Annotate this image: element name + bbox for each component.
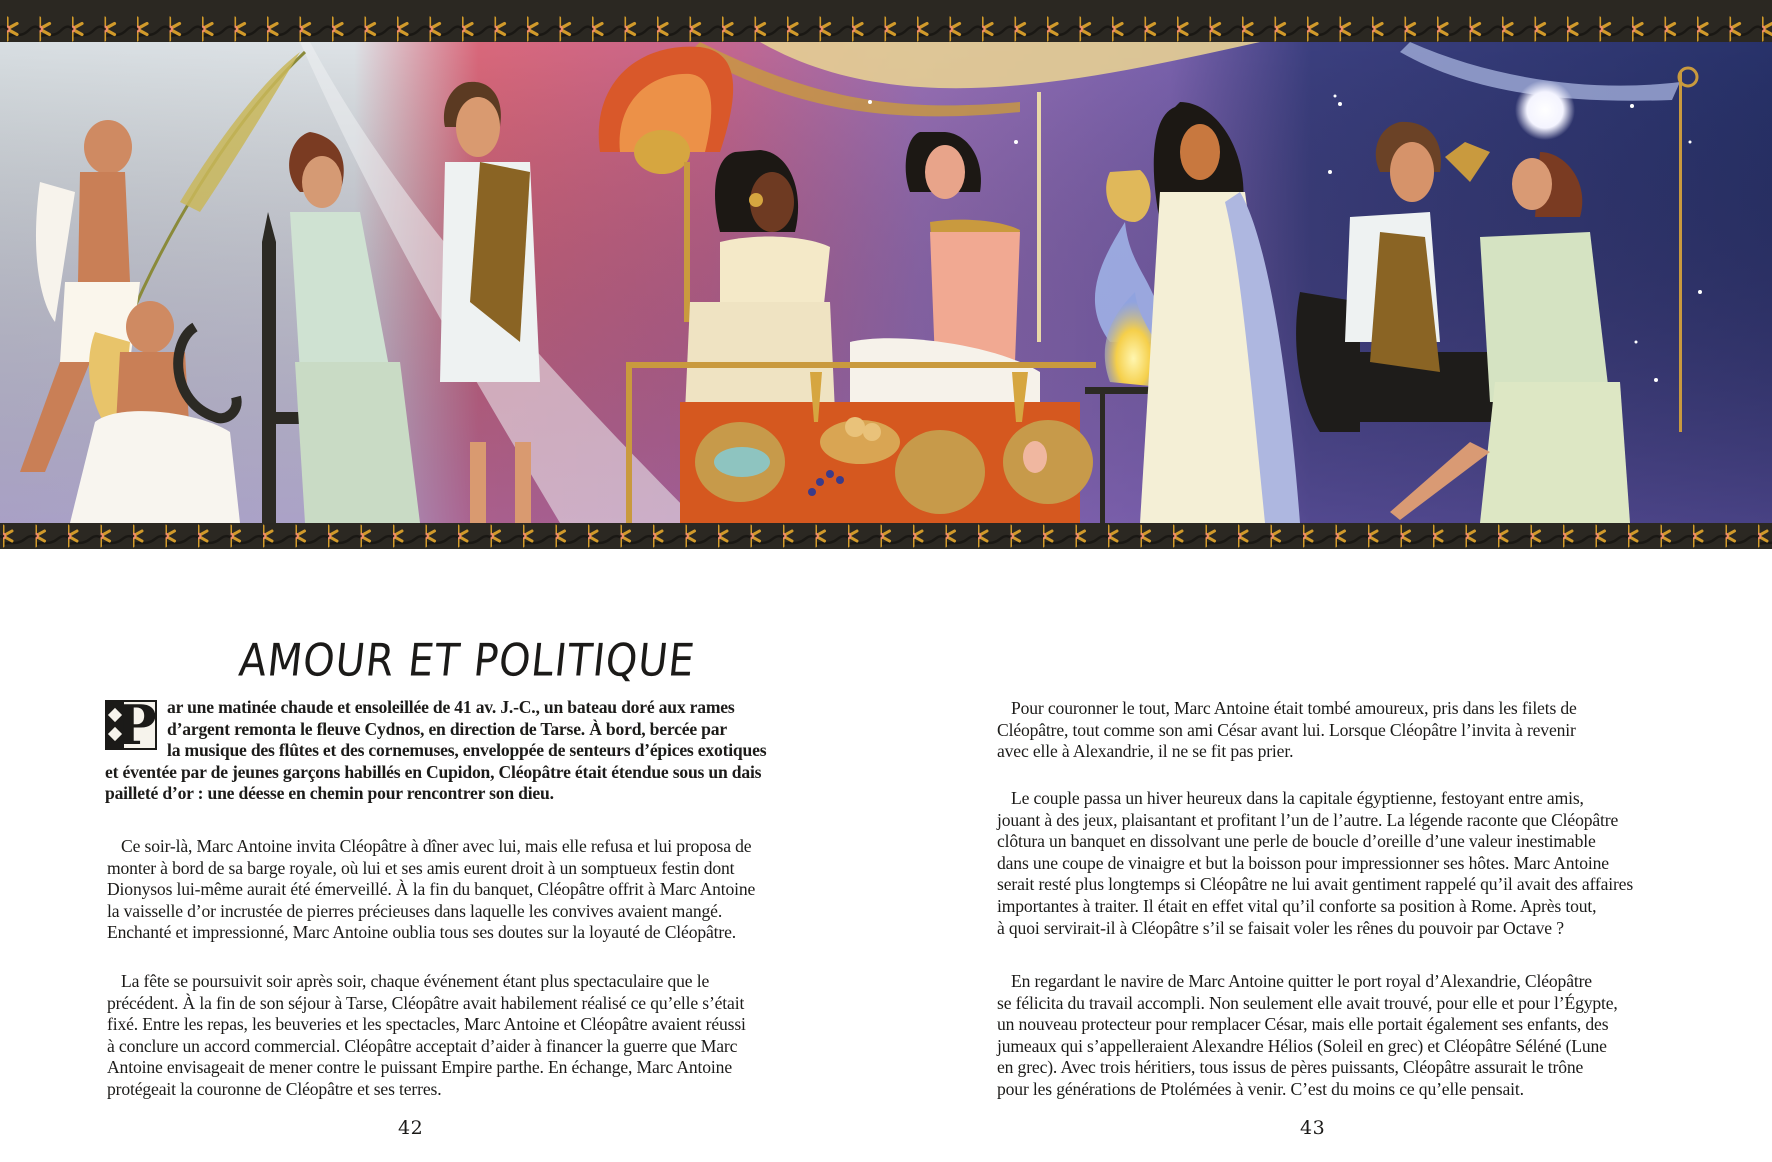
text-line: jumeaux qui s’appelleraient Alexandre Hélios (Soleil en grec) et Cléopâtre Séléné (Lune (997, 1035, 1607, 1056)
illustration-banner (0, 0, 1772, 549)
drop-cap-letter: P (116, 693, 157, 757)
text-line: à quoi servirait-il à Cléopâtre s’il se faisait voler les rênes du pouvoir par Octave ? (997, 917, 1564, 938)
text-line: En regardant le navire de Marc Antoine quitter le port royal d’Alexandrie, Cléopâtre (1011, 971, 1592, 991)
right-page (886, 549, 1772, 1162)
text-line: Enchanté et impressionné, Marc Antoine oublia tous ses doutes sur la loyauté de Cléopâtre. (107, 922, 736, 943)
text-line: serait resté plus longtemps si Cléopâtre ne lui avait gentiment rappelé qu’il avait des affaires (997, 874, 1634, 895)
chapter-title: AMOUR ET POLITIQUE (236, 635, 698, 687)
text-line: ar une matinée chaude et ensoleillée de 41 av. J.-C., un bateau doré aux rames (167, 697, 735, 717)
star-border-bottom (0, 523, 1772, 549)
text-line: monter à bord de sa barge royale, où lui et ses amis eurent droit à un somptueux festin dont (107, 857, 735, 878)
paragraph-3 (107, 971, 746, 1101)
text-line: dans une coupe de vinaigre et but la boisson pour impressionner ses hôtes. Marc Antoine (997, 852, 1609, 873)
text-line: un nouveau protecteur pour remplacer César, mais elle portait également ses enfants, des (997, 1014, 1609, 1035)
text-line: Dionysos lui-même aurait été émerveillé. À la fin du banquet, Cléopâtre offrit à Marc Antoine (107, 879, 756, 900)
text-line: avec elle à Alexandrie, il ne se fit pas prier. (997, 741, 1294, 762)
banquet-illustration (0, 42, 1772, 523)
text-line: clôtura un banquet en dissolvant une perle de boucle d’oreille d’une valeur inestimable (997, 831, 1596, 852)
text-line: la musique des flûtes et des cornemuses, enveloppée de senteurs d’épices exotiques (167, 740, 767, 761)
text-line: fixé. Entre les repas, les beuveries et les spectacles, Marc Antoine et Cléopâtre avaient réussi (107, 1014, 746, 1035)
paragraph-3 (997, 971, 1618, 1101)
paragraph-2 (997, 788, 1633, 939)
page-number-right: 43 (1300, 1117, 1326, 1139)
intro-paragraph (105, 693, 767, 805)
text-line: La fête se poursuivit soir après soir, chaque événement étant plus spectaculaire que le (121, 971, 710, 991)
paragraph-2 (107, 836, 755, 944)
left-page (0, 549, 886, 1162)
text-line: Cléopâtre, tout comme son ami César avant lui. Lorsque Cléopâtre l’invita à revenir (997, 719, 1576, 740)
text-line: Ce soir-là, Marc Antoine invita Cléopâtre à dîner avec lui, mais elle refusa et lui proposa de (121, 836, 752, 856)
text-line: Pour couronner le tout, Marc Antoine était tombé amoureux, pris dans les filets de (1011, 698, 1577, 718)
text-line: précédent. À la fin de son séjour à Tarse, Cléopâtre avait habilement réalisé ce qu’elle s’était (107, 992, 745, 1013)
text-line: Antoine envisageait de mener contre le puissant Empire parthe. En échange, Marc Antoine (107, 1057, 732, 1078)
text-line: importantes à traiter. Il était en effet vital qu’il conforte sa position à Rome. Après tout, (997, 895, 1597, 916)
text-line: se félicita du travail accompli. Non seulement elle avait trouvé, pour elle et pour l’Égypte, (997, 992, 1618, 1013)
paragraph-1 (997, 698, 1577, 763)
text-line: protégeait la couronne de Cléopâtre et ses terres. (107, 1078, 442, 1099)
text-line: pour les générations de Ptolémées à venir. C’est du moins ce qu’elle pensait. (997, 1078, 1524, 1099)
text-line: pailleté d’or : une déesse en chemin pour rencontrer son dieu. (105, 783, 554, 804)
page-number-left: 42 (398, 1117, 424, 1139)
text-line: Le couple passa un hiver heureux dans la capitale égyptienne, festoyant entre amis, (1011, 788, 1584, 808)
text-line: et éventée par de jeunes garçons habillés en Cupidon, Cléopâtre était étendue sous un dais (105, 761, 762, 782)
text-line: d’argent remonta le fleuve Cydnos, en direction de Tarse. À bord, bercée par (167, 718, 727, 739)
star-border-top (0, 0, 1772, 42)
text-line: jouant à des jeux, plaisantant et profitant l’un de l’autre. La légende raconte que Cléopâtre (997, 809, 1619, 830)
text-line: à conclure un accord commercial. Cléopâtre acceptait d’aider à financer la guerre que Marc (107, 1035, 738, 1056)
text-line: la vaisselle d’or incrustée de pierres précieuses dans laquelle les convives avaient mangé. (107, 900, 723, 921)
text-line: en grec). Avec trois héritiers, tous issus de pères puissants, Cléopâtre assurait le trône (997, 1057, 1584, 1078)
